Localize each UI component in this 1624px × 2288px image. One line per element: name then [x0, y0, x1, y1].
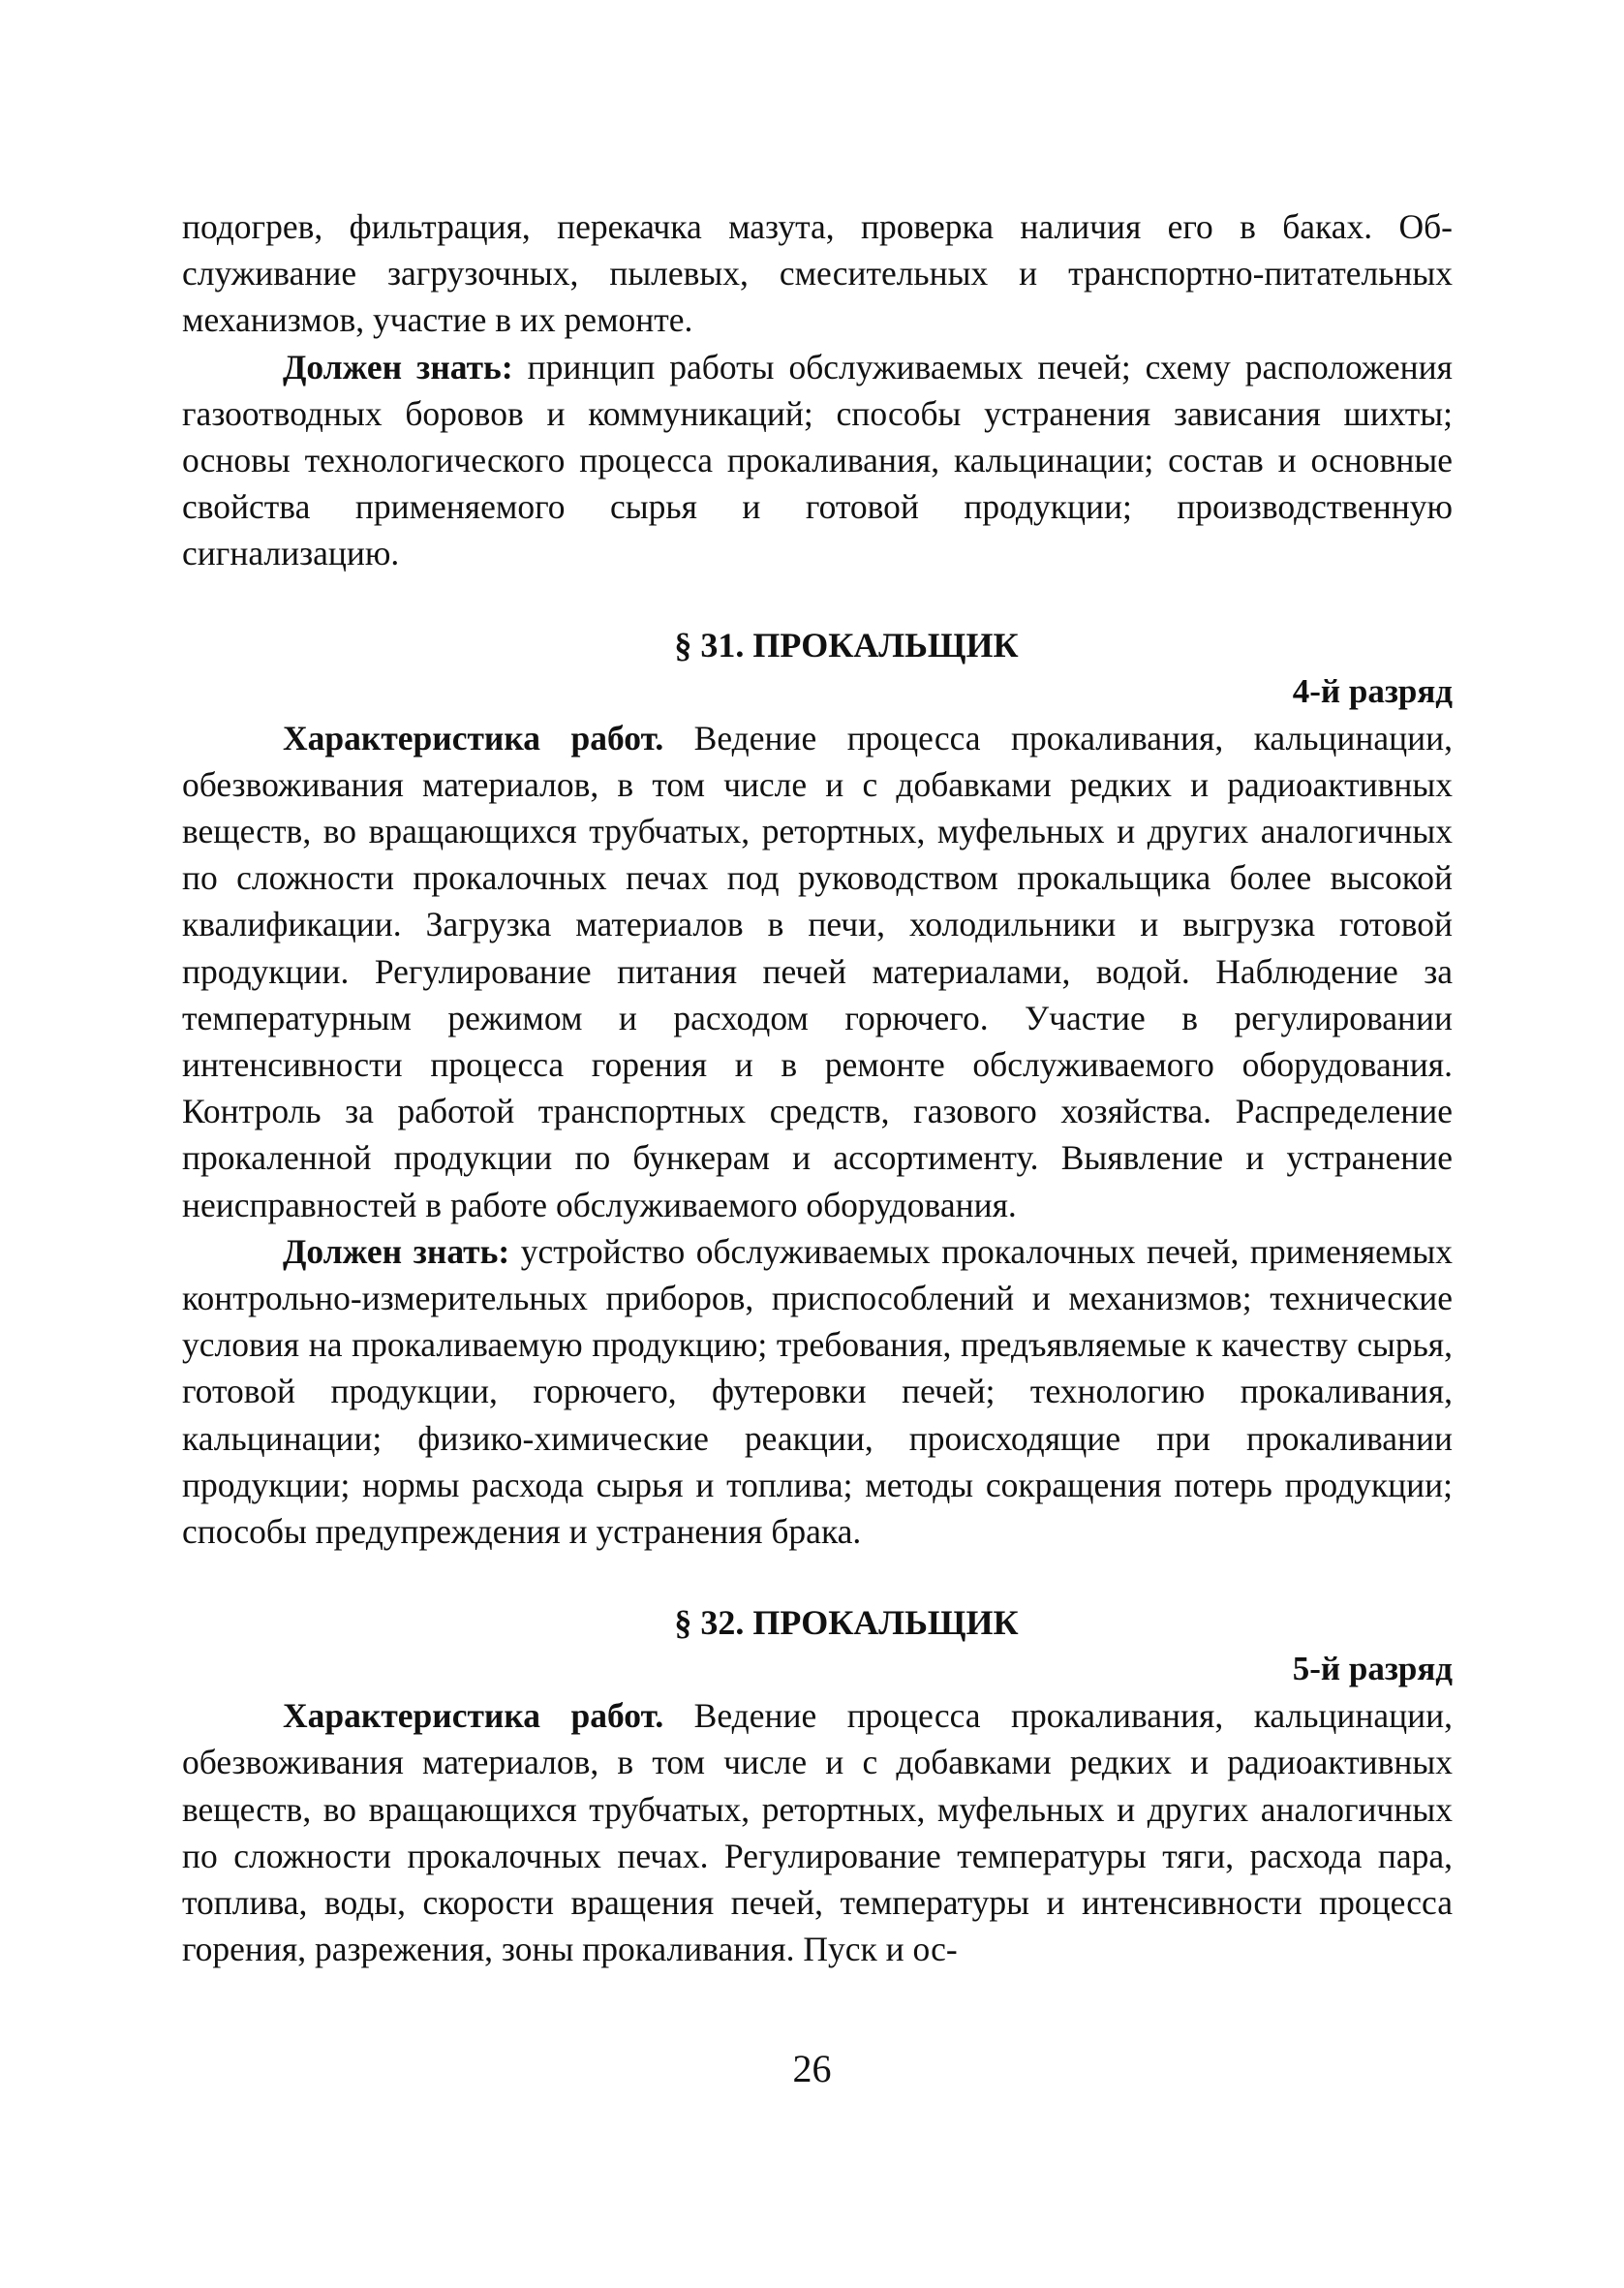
knowledge-label: Должен знать:	[283, 1231, 510, 1271]
work-text: Ведение процесса прокаливания, кальцинации, обезвоживания материалов, в том числе и с добавками редких и радиоактивных веществ, во вращающихся трубчатых, ретортных, муфельных и других аналогичных по сложности прокалочных печах. Регулирование температуры тяги, расхода пара, топлива, воды, скорости вращения печей, температуры и интенсивности процесса горения, разрежения, зоны прокаливания. Пуск и ос-	[182, 1696, 1454, 1969]
work-text: Ведение процесса прокаливания, кальцинации, обезвоживания материалов, в том числе и с добавками редких и радиоактивных веществ, во вращающихся трубчатых, ретортных, муфельных и других аналогичных по сложности прокалочных печах под руководством прокальщика более высокой квалификации. Загрузка материалов в печи, холодильники и выгрузка готовой продукции. Регулирование питания печей материалами, водой. Наблюдение за температурным режимом и расходом горючего. Участие в регулировании интенсивности процесса горения и в ремонте обслуживаемого оборудования. Контроль за работой транспортных средств, газового хозяйства. Распределение прокаленной продукции по бункерам и ассортименту. Выявление и устранение неисправностей в работе обслуживаемого оборудования.	[182, 718, 1454, 1224]
section-31-knowledge-paragraph	[182, 1228, 1453, 1555]
section-32-title: § 32. ПРОКАЛЬЩИК	[674, 1603, 1019, 1643]
work-label: Характеристика работ.	[283, 718, 664, 758]
section-32-grade: 5-й разряд	[1292, 1650, 1453, 1688]
section-31-grade: 4-й разряд	[1292, 671, 1453, 710]
section-spacer	[182, 577, 1453, 622]
knowledge-label: Должен знать:	[283, 347, 513, 386]
intro-paragraph	[182, 203, 1453, 344]
intro-text: подогрев, фильтрация, перекачка мазута, проверка наличия его в баках. Обслуживание загрузочных, пылевых, смесительных и транспортно-питательных механизмов, участие в их ремонте.	[182, 207, 1453, 340]
section-31-title: § 31. ПРОКАЛЬЩИК	[674, 625, 1019, 665]
knowledge-text: принцип работы обслуживаемых печей; схему расположения газоотводных боровов и коммуникаций; способы устранения зависания шихты; основы технологического процесса прокаливания, кальцинации; состав и основные свойства применяемого сырья и готовой продукции; производственную сигнализацию.	[182, 347, 1453, 573]
work-label: Характеристика работ.	[283, 1696, 664, 1736]
page-content	[182, 203, 1453, 1973]
section-spacer	[182, 1555, 1453, 1599]
section-32-work-paragraph	[182, 1692, 1453, 1972]
section-31-work-paragraph	[182, 715, 1453, 1228]
intro-knowledge-paragraph	[182, 344, 1453, 577]
page-number: 26	[792, 2047, 832, 2090]
knowledge-text: устройство обслуживаемых прокалочных печей, применяемых контрольно-измерительных приборов, приспособлений и механизмов; технические условия на прокаливаемую продукцию; требования, предъявляемые к качеству сырья, готовой продукции, горючего, футеровки печей; технологию прокаливания, кальцинации; физико-химические реакции, происходящие при прокаливании продукции; нормы расхода сырья и топлива; методы сокращения потерь продукции; способы предупреждения и устранения брака.	[182, 1231, 1453, 1552]
